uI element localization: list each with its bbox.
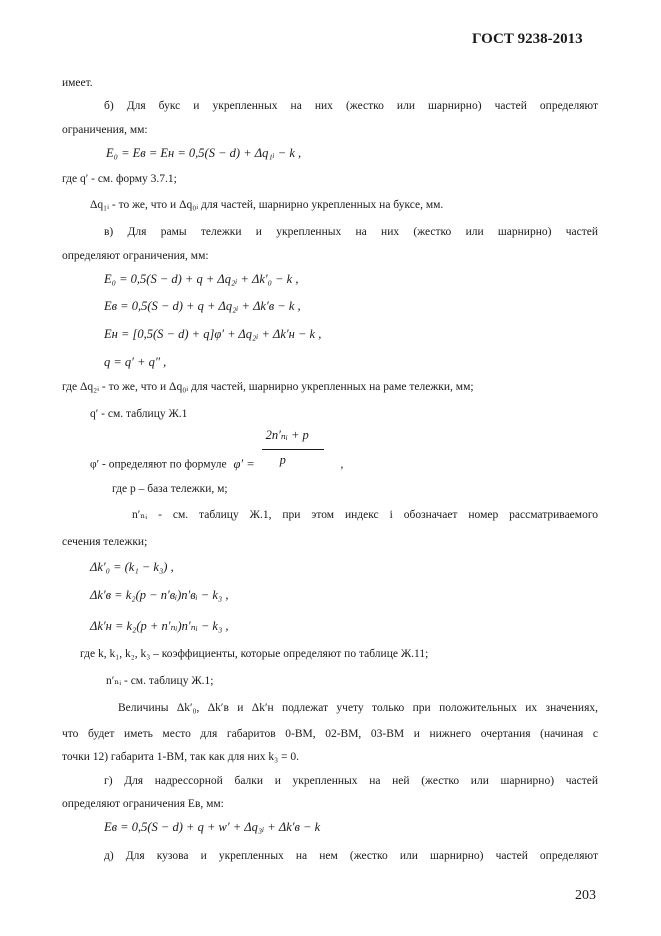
text-line: имеет. [62,77,93,89]
text-line: Δq₁ᵢ - то же, что и Δq₀ᵢ для частей, шарнирно укрепленных на буксе, мм. [90,199,444,211]
paragraph-b-line: б) Для букс и укрепленных на них (жестко или шарнирно) частей определяют [104,100,598,112]
text-line: сечения тележки; [62,536,148,548]
formula-bolster-ev: Eв = 0,5(S − d) + q + w′ + Δq₃ᵢ + Δk′в − k [104,820,321,834]
phi-definition [90,428,344,485]
text-line: q′ - см. таблицу Ж.1 [90,408,188,420]
paragraph-g-line: г) Для надрессорной балки и укрепленных на ней (жестко или шарнирно) частей [104,775,598,787]
formula-e0: E₀ = Eв = Eн = 0,5(S − d) + Δq₁ᵢ − k , [106,146,302,160]
text-line: где Δq₂ᵢ - то же, что и Δq₀ᵢ для частей, шарнирно укрепленных на раме тележки, мм; [62,381,474,393]
text-line: где q′ - см. форму 3.7.1; [62,173,177,185]
text-line: определяют ограничения, мм: [62,250,209,262]
document-code-header: ГОСТ 9238-2013 [472,31,583,47]
text-line: где k, k₁, k₂, k₃ – коэффициенты, которые определяют по таблице Ж.11; [80,648,429,660]
formula-frame-ev: Eв = 0,5(S − d) + q + Δq₂ᵢ + Δk′в − k , [104,299,301,313]
page-number: 203 [575,888,596,903]
text-line: определяют ограничения Eв, мм: [62,798,224,810]
formula-dkv: Δk′в = k₂(p − n′вᵢ)n′вᵢ − k₃ , [90,588,229,602]
formula-frame-en: Eн = [0,5(S − d) + q]φ′ + Δq₂ᵢ + Δk′н − k , [104,327,322,341]
formula-q: q = q′ + q″ , [104,355,167,369]
text-line: где p – база тележки, м; [112,483,228,495]
text-line: точки 12) габарита 1-ВМ, так как для них k₃ = 0. [62,751,300,763]
phi-label: φ′ - определяют по формуле [90,458,227,471]
fraction-denominator: p [279,453,286,467]
formula-dkn: Δk′н = k₂(p + n′ₙᵢ)n′ₙᵢ − k₃ , [90,619,229,633]
formula-frame-e0: E₀ = 0,5(S − d) + q + Δq₂ᵢ + Δk′₀ − k , [104,272,299,286]
phi-fraction [258,428,338,483]
fraction-bar [262,449,324,450]
text-line: n′ₙᵢ - см. таблицу Ж.1, при этом индекс i обозначает номер рассматриваемого [132,509,598,521]
text-line: Величины Δk′₀, Δk′в и Δk′н подлежат учету только при положительных их значениях, [118,702,598,714]
formula-dk0: Δk′₀ = (k₁ − k₃) , [90,560,174,574]
text-line: что будет иметь место для габаритов 0-ВМ, 02-ВМ, 03-ВМ и нижнего очертания (начиная с [62,728,598,740]
fraction-tail: , [340,458,344,471]
paragraph-v-line: в) Для рамы тележки и укрепленных на них (жестко или шарнирно) частей [104,226,598,238]
text-line: ограничения, мм: [62,124,148,136]
text-line: n′ₙᵢ - см. таблицу Ж.1; [106,675,214,687]
fraction-numerator: 2n′ₙᵢ + p [265,428,309,442]
phi-symbol: φ′ = [233,456,255,471]
paragraph-d-line: д) Для кузова и укрепленных на нем (жестко или шарнирно) частей определяют [104,850,598,862]
